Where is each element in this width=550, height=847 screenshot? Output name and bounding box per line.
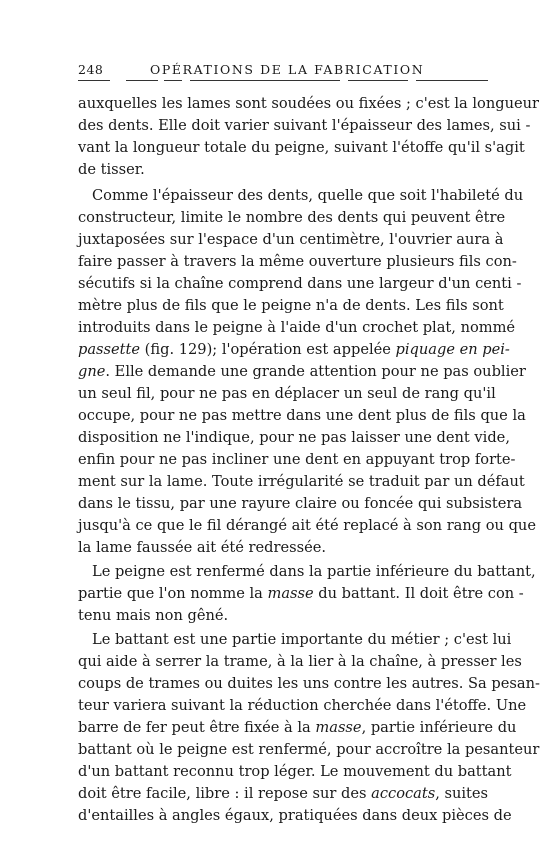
text-line: teur variera suivant la réduction cherchée dans l'étoffe. Une — [78, 697, 527, 714]
text-line: Le peigne est renfermé dans la partie inférieure du battant, — [92, 563, 536, 580]
text-line: enfin pour ne pas incliner une dent en appuyant trop forte- — [78, 451, 516, 468]
header-rule — [126, 80, 158, 81]
text-line: partie que l'on nomme la masse du battant. Il doit être con - — [78, 585, 524, 602]
text-line: dans le tissu, par une rayure claire ou foncée qui subsistera — [78, 495, 523, 512]
text-line: sécutifs si la chaîne comprend dans une largeur d'un centi - — [78, 275, 522, 292]
running-title: OPÉRATIONS DE LA FABRICATION — [150, 62, 425, 77]
text-line: Le battant est une partie importante du métier ; c'est lui — [92, 631, 512, 648]
text-line: juxtaposées sur l'espace d'un centimètre, l'ouvrier aura à — [78, 231, 504, 248]
text-line: gne. Elle demande une grande attention pour ne pas oublier — [78, 363, 526, 380]
running-head — [78, 60, 488, 80]
text-line: coups de trames ou duites les uns contre les autres. Sa pesan- — [78, 675, 540, 692]
text-line: constructeur, limite le nombre des dents qui peuvent être — [78, 209, 506, 226]
text-line: de tisser. — [78, 161, 145, 178]
text-line: barre de fer peut être fixée à la masse, partie inférieure du — [78, 719, 517, 736]
header-rule — [416, 80, 488, 81]
text-line: d'un battant reconnu trop léger. Le mouvement du battant — [78, 763, 512, 780]
text-line: des dents. Elle doit varier suivant l'épaisseur des lames, sui - — [78, 117, 531, 134]
text-line: d'entailles à angles égaux, pratiquées dans deux pièces de — [78, 807, 512, 824]
text-line: doit être facile, libre : il repose sur des accocats, suites — [78, 785, 489, 802]
text-line: qui aide à serrer la trame, à la lier à la chaîne, à presser les — [78, 653, 522, 670]
text-line: faire passer à travers la même ouverture plusieurs fils con- — [78, 253, 517, 270]
text-line: Comme l'épaisseur des dents, quelle que soit l'habileté du — [92, 187, 524, 204]
page-number: 248 — [78, 62, 104, 77]
text-line: introduits dans le peigne à l'aide d'un crochet plat, nommé — [78, 319, 516, 336]
header-rule — [348, 80, 408, 81]
text-line: battant où le peigne est renfermé, pour accroître la pesanteur — [78, 741, 540, 758]
text-line: disposition ne l'indique, pour ne pas laisser une dent vide, — [78, 429, 510, 446]
text-line: auxquelles les lames sont soudées ou fixées ; c'est la longueur — [78, 95, 539, 112]
text-line: vant la longueur totale du peigne, suivant l'étoffe qu'il s'agit — [78, 139, 525, 156]
text-line: mètre plus de fils que le peigne n'a de dents. Les fils sont — [78, 297, 504, 314]
text-line: jusqu'à ce que le fil dérangé ait été replacé à son rang ou que — [78, 517, 536, 534]
text-line: passette (fig. 129); l'opération est appelée piquage en pei- — [78, 341, 510, 358]
header-rule — [164, 80, 182, 81]
text-line: un seul fil, pour ne pas en déplacer un seul de rang qu'il — [78, 385, 496, 402]
header-rule — [190, 80, 340, 81]
text-line: tenu mais non gêné. — [78, 607, 229, 624]
text-line: la lame faussée ait été redressée. — [78, 539, 326, 556]
text-line: ment sur la lame. Toute irrégularité se traduit par un défaut — [78, 473, 525, 490]
header-rule — [78, 80, 110, 81]
text-line: occupe, pour ne pas mettre dans une dent plus de fils que la — [78, 407, 526, 424]
